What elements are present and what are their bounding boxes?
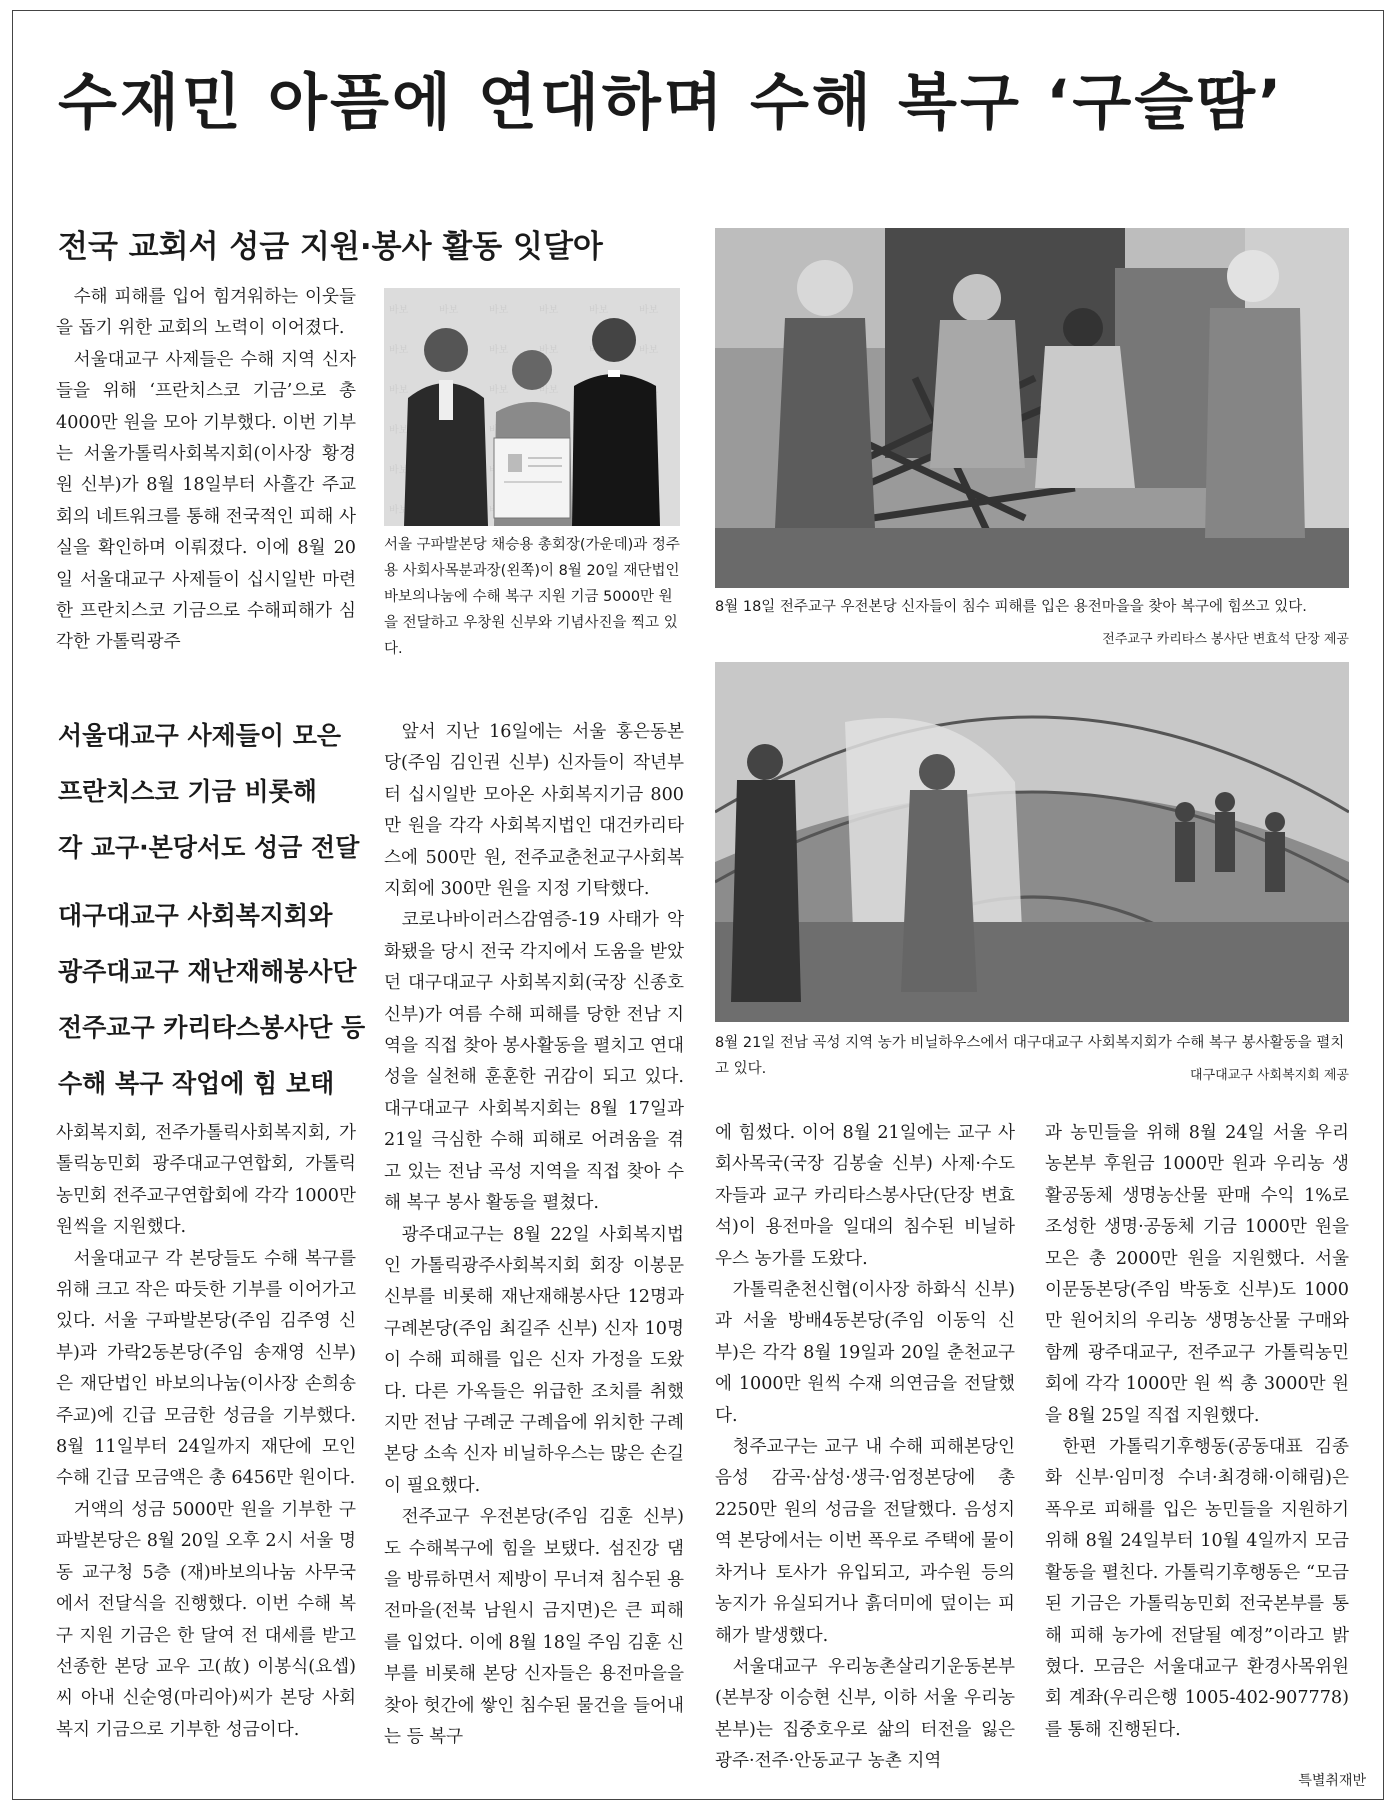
paragraph: 서울대교구 각 본당들도 수해 복구를 위해 크고 작은 따듯한 기부를 이어가고 있다. 서울 구파발본당(주임 김주영 신부)과 가락2동본당(주임 송재영 신부)은 재단법인 바보의나눔(이사장 손희송 주교)에 긴급 모금한 성금을 기부했다. 8월 11일부터 24일까지 재단에 모인 수해 긴급 모금액은 총 6456만 원이다. [56,1248,356,1489]
paragraph: 앞서 지난 16일에는 서울 홍은동본당(주임 김인권 신부) 신자들이 작년부터 십시일반 모아온 사회복지기금 800만 원을 각각 사회복지법인 대건카리타스에 500만 원, 전주교춘천교구사회복지회에 300만 원을 지정 기탁했다. [384,722,684,900]
subheadline: 전국 교회서 성금 지원·봉사 활동 잇달아 [58,229,603,265]
photo-greenhouse-recovery-image [715,662,1349,1022]
pull-quote-line: 서울대교구 사제들이 모은 [58,721,342,750]
pull-quote-line: 대구대교구 사회복지회와 [58,901,333,930]
article-col1-top [56,282,356,659]
photo-greenhouse-recovery [715,662,1349,1022]
article-col3 [715,1118,1015,1778]
photo-donation-ceremony-caption: 서울 구파발본당 채승용 총회장(가운데)과 정주용 사회사목분과장(왼쪽)이 8월 20일 재단법인 바보의나눔에 수해 복구 지원 기금 5000만 원을 전달하고 우창원 신부와 기념사진을 찍고 있다. [384,537,680,657]
pull-quote-line: 수해 복구 작업에 힘 보태 [58,1069,335,1098]
pull-quote-line: 전주교구 카리타스봉사단 등 [58,1013,366,1042]
pull-quote-line: 각 교구·본당서도 성금 전달 [58,833,360,862]
article-col1-bottom [56,1118,356,1746]
paragraph: 과 농민들을 위해 8월 24일 서울 우리농본부 후원금 1000만 원과 우리농 생활공동체 생명농산물 판매 수익 1%로 조성한 생명·공동체 기금 1000만 원을 모은 총 2000만 원을 지원했다. 서울 이문동본당(주임 박동호 신부)도 1000만 원어치의 우리농 생명농산물 구매와 함께 광주대교구, 전주교구 가톨릭농민회에 각각 1000만 원 씩 총 3000만 원을 8월 25일 직접 지원했다. [1045,1123,1349,1426]
photo-flood-recovery-village-image [715,228,1349,588]
photo-donation-ceremony-image [384,288,680,526]
photo-flood-recovery-village-credit: 전주교구 카리타스 봉사단 변효석 단장 제공 [1102,632,1349,647]
pull-quote-line: 광주대교구 재난재해봉사단 [58,957,357,986]
pull-quote-line: 프란치스코 기금 비롯해 [58,777,317,806]
paragraph: 수해 피해를 입어 힘겨워하는 이웃들을 돕기 위한 교회의 노력이 이어졌다. [56,287,356,339]
byline: 특별취재반 [1298,1773,1366,1789]
paragraph: 한편 가톨릭기후행동(공동대표 김종화 신부·임미정 수녀·최경해·이해림)은 폭우로 피해를 입은 농민들을 지원하기 위해 8월 24일부터 10월 4일까지 모금 활동을 펼친다. 가톨릭기후행동은 “모금된 기금은 가톨릭농민회 전국본부를 통해 피해 농가에 전달될 예정”이라고 밝혔다. 모금은 서울대교구 환경사목위원회 계좌(우리은행 1005-402-907778)를 통해 진행된다. [1045,1437,1349,1740]
pull-quote-2 [58,888,368,1112]
paragraph: 광주대교구는 8월 22일 사회복지법인 가톨릭광주사회복지회 회장 이봉문 신부를 비롯해 재난재해봉사단 12명과 구례본당(주임 최길주 신부) 신자 10명이 수해 피해를 입은 신자 가정을 도왔다. 다른 가옥들은 위급한 조치를 취했지만 전남 구례군 구례읍에 위치한 구례본당 소속 신자 비닐하우스는 많은 손길이 필요했다. [384,1224,684,1496]
paragraph: 거액의 성금 5000만 원을 기부한 구파발본당은 8월 20일 오후 2시 서울 명동 교구청 5층 (재)바보의나눔 사무국에서 전달식을 진행했다. 이번 수해 복구 지원 기금은 한 달여 전 대세를 받고 선종한 본당 교우 고(故) 이봉식(요셉)씨 아내 신순영(마리아)씨가 본당 사회복지 기금으로 기부한 성금이다. [56,1499,356,1740]
photo-greenhouse-recovery-credit: 대구대교구 사회복지회 제공 [1190,1068,1349,1083]
article-col2 [384,717,684,1753]
photo-greenhouse-recovery-caption: 8월 21일 전남 곡성 지역 농가 비닐하우스에서 대구대교구 사회복지회가 수해 복구 봉사활동을 펼치고 있다. [715,1035,1345,1077]
pull-quote-1 [58,708,368,876]
paragraph: 사회복지회, 전주가톨릭사회복지회, 가톨릭농민회 광주대교구연합회, 가톨릭농민회 전주교구연합회에 각각 1000만 원씩을 지원했다. [56,1123,356,1238]
paragraph: 서울대교구 사제들은 수해 지역 신자들을 위해 ‘프란치스코 기금’으로 총 4000만 원을 모아 기부했다. 이번 기부는 서울가톨릭사회복지회(이사장 황경원 신부)가 8월 18일부터 사흘간 주교회의 네트워크를 통해 전국적인 피해 사실을 확인하며 이뤄졌다. 이에 8월 20일 서울대교구 사제들이 십시일반 마련한 프란치스코 기금으로 수해피해가 심각한 가톨릭광주 [56,349,356,653]
paragraph: 전주교구 우전본당(주임 김훈 신부)도 수해복구에 힘을 보탰다. 섬진강 댐을 방류하면서 제방이 무너져 침수된 용전마을(전북 남원시 금지면)은 큰 피해를 입었다. 이에 8월 18일 주임 김훈 신부를 비롯해 본당 신자들은 용전마을을 찾아 헛간에 쌓인 침수된 물건을 들어내는 등 복구 [384,1507,684,1747]
paragraph: 코로나바이러스감염증-19 사태가 악화됐을 당시 전국 각지에서 도움을 받았던 대구대교구 사회복지회(국장 신종호 신부)가 여름 수해 피해를 당한 전남 지역을 직접 찾아 봉사활동을 펼치고 연대성을 실천해 훈훈한 귀감이 되고 있다. 대구대교구 사회복지회는 8월 17일과 21일 극심한 수해 피해로 어려움을 겪고 있는 전남 곡성 지역을 직접 찾아 수해 복구 봉사 활동을 펼쳤다. [384,910,684,1214]
photo-flood-recovery-village [715,228,1349,588]
photo-flood-recovery-village-caption: 8월 18일 전주교구 우전본당 신자들이 침수 피해를 입은 용전마을을 찾아 복구에 힘쓰고 있다. [715,599,1307,615]
paragraph: 청주교구는 교구 내 수해 피해본당인 음성 감곡·삼성·생극·엄정본당에 총 2250만 원의 성금을 전달했다. 음성지역 본당에서는 이번 폭우로 주택에 물이 차거나 토사가 유입되고, 과수원 등의 농지가 유실되거나 흙더미에 덮이는 피해가 발생했다. [715,1437,1015,1646]
paragraph: 에 힘썼다. 이어 8월 21일에는 교구 사회사목국(국장 김봉술 신부) 사제·수도자들과 교구 카리타스봉사단(단장 변효석)이 용전마을 일대의 침수된 비닐하우스 농가를 도왔다. [715,1123,1015,1269]
paragraph: 가톨릭춘천신협(이사장 하화식 신부)과 서울 방배4동본당(주임 이동익 신부)은 각각 8월 19일과 20일 춘천교구에 1000만 원씩 수재 의연금을 전달했다. [715,1280,1015,1426]
headline: 수재민 아픔에 연대하며 수해 복구 ‘구슬땀’ [58,67,1285,138]
photo-donation-ceremony [384,288,680,526]
paragraph: 서울대교구 우리농촌살리기운동본부(본부장 이승현 신부, 이하 서울 우리농본부)는 집중호우로 삶의 터전을 잃은 광주·전주·안동교구 농촌 지역 [715,1656,1015,1772]
article-col4 [1045,1118,1349,1746]
